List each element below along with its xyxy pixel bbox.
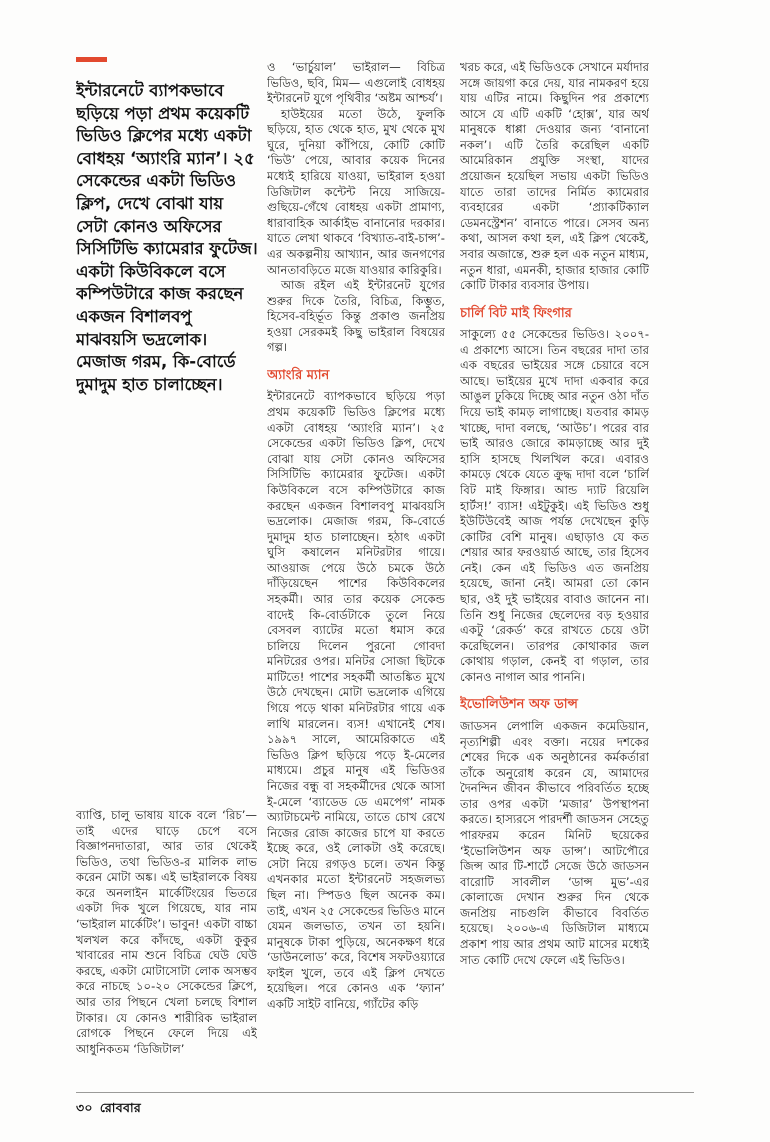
paragraph: আজ রইল এই ইন্টারনেট যুগের শুরুর দিকে তৈরি, বিচিত্র, কিম্ভুত, হিসেব-বহির্ভূত কিন্তু প্রকাণ্ড জনপ্রিয় হওয়া সেরকমই কিছু ভাইরাল বিষয়ের গল্প।: [267, 278, 445, 355]
pull-quote: ইন্টারনেটে ব্যাপকভাবে ছড়িয়ে পড়া প্রথম কয়েকটি ভিডিও ক্লিপের মধ্যে একটা বোধহয় ‘অ্যাংরি ম্যান’। ২৫ সেকেন্ডের একটা ভিডিও ক্লিপ, দেখে বোঝা যায় সেটা কোনও অফিসের সিসিটিভি ক্যামেরার ফুটেজ। একটা কিউবিকলে বসে কম্পিউটারে কাজ করছেন একজন বিশালবপু মাঝবয়সি ভদ্রলোক। মেজাজ গরম, কি-বোর্ডে দুমাদুম হাত চালাচ্ছেন।: [76, 81, 258, 394]
publication-name: রোববার: [99, 1100, 142, 1115]
section-marker-bar: [76, 57, 107, 62]
paragraph: সাকুল্যে ৫৫ সেকেন্ডের ভিডিও। ২০০৭-এ প্রকাশ্যে আসে। তিন বছরের দাদা তার এক বছরের ভাইয়ের সঙ্গে চেয়ারে বসে আছে। ভাইয়ের মুখে দাদা একবার করে আঙুল ঢুকিয়ে দিচ্ছে আর নতুন ওঠা দাঁত দিয়ে ভাই কামড় লাগাচ্ছে। যতবার কামড় খাচ্ছে, দাদা বলছে, ‘আউচ’। পরের বার ভাই আরও জোরে কামড়াচ্ছে আর দুই হাসি হাসছে খিলখিল করে। এবারও কামড়ে থেকে যেতে ক্রুদ্ধ দাদা বলে ‘চার্লি বিট মাই ফিঙ্গার। আন্ড দ্যাট রিয়েলি হার্টস!’ ব্যাস! এইটুকুই। এই ভিডিও শুধু ইউটিউবেই আজ পর্যন্ত দেখেছেন কুড়ি কোটির বেশি মানুষ। এছাড়াও যে কত শেয়ার আর ফরওয়ার্ড আছে, তার হিসেব নেই। কেন এই ভিডিও এত জনপ্রিয় হয়েছে, জানা নেই। আমরা তো কোন ছার, ওই দুই ভাইয়ের বাবাও জানেন না। তিনি শুধু নিজের ছেলেদের বড় হওয়ার একটু ‘রেকর্ড’ করে রাখতে চেয়ে ওটা করেছিলেন। তারপর কোথাকার জল কোথায় গড়াল, কেনই বা গড়াল, তার কোনও নাগাল আর পাননি।: [460, 327, 649, 684]
left-column-body: [76, 808, 257, 1080]
middle-column: [267, 60, 445, 1080]
page-footer: [76, 1100, 141, 1120]
right-column: [460, 60, 649, 1080]
page-number: ৩০: [76, 1100, 93, 1115]
section-heading-angry-man: অ্যাংরি ম্যান: [267, 367, 330, 383]
paragraph: ইন্টারনেটে ব্যাপকভাবে ছড়িয়ে পড়া প্রথম কয়েকটি ভিডিও ক্লিপের মধ্যে একটা বোধহয় ‘অ্যাংরি ম্যান’। ২৫ সেকেন্ডের একটা ভিডিও ক্লিপ, দেখে বোঝা যায় সেটা কোনও অফিসের সিসিটিভি ক্যামেরার ফুটেজ। একটা কিউবিকলে বসে কম্পিউটারে কাজ করছেন একজন বিশালবপু মাঝবয়সি ভদ্রলোক। মেজাজ গরম, কি-বোর্ডে দুমাদুম হাত চালাচ্ছেন। হঠাৎ একটা ঘুসি কষালেন মনিটরটার গায়ে। আওয়াজ পেয়ে উঠে চমকে উঠে দাঁড়িয়েছেন পাশের কিউবিকলের সহকর্মী। আর তার কয়েক সেকেন্ড বাদেই কি-বোর্ডটাকে তুলে নিয়ে বেসবল ব্যাটের মতো ধমাস করে চালিয়ে দিলেন পুরনো গোবদা মনিটরের ওপর। মনিটর সোজা ছিটকে মাটিতে! পাশের সহকর্মী আতঙ্কিত মুখে উঠে দেখছেন। মোটা ভদ্রলোক এগিয়ে গিয়ে পড়ে থাকা মনিটরটার গায়ে এক লাথি মারলেন। ব্যস! এখানেই শেষ। ১৯৯৭ সালে, আমেরিকাতে এই ভিডিও ক্লিপ ছড়িয়ে পড়ে ই-মেলের মাধ্যমে। প্রচুর মানুষ এই ভিডিওর নিজের বন্ধু বা সহকর্মীদের থেকে আসা ই-মেলে ‘ব্যাডেড ডে এমপেগ’ নামক অ্যাটাচমেন্ট নামিয়ে, তাতে চোখ রেখে নিজের রোজ কাজের চাপে যা করতে ইচ্ছে করে, ওই লোকটা ওই করেছে। সেটা নিয়ে রগড়ও চলে। তখন কিন্তু এখনকার মতো ইন্টারনেট সহজলভ্য ছিল না। স্পিডও ছিল অনেক কম। তাই, এখন ২৫ সেকেন্ডের ভিডিও মানে যেমন জলভাত, তখন তা হয়নি। মানুষকে টাকা পুড়িয়ে, অনেকক্ষণ ধরে ‘ডাউনলোড’ করে, বিশেষ সফটওয়্যারে ফাইল খুলে, তবে এই ক্লিপ দেখতে হয়েছিল। পরে কোনও এক ‘ফ্যান’ একটি সাইট বানিয়ে, গ্যাঁটের কড়ি: [267, 389, 445, 1012]
paragraph: খরচ করে, এই ভিডিওকে সেখানে মর্যাদার সঙ্গে জায়গা করে দেয়, যার নামকরণ হয়ে যায় এটির নামে। কিছুদিন পর প্রকাশ্যে আসে যে এটি একটি ‘হোক্স’, যার অর্থ মানুষকে ধাপ্পা দেওয়ার জন্য ‘বানানো নকল’। এটি তৈরি করেছিল একটি আমেরিকান প্রযুক্তি সংস্থা, যাদের প্রয়োজন হয়েছিল সভায় একটা ভিডিও যাতে তারা তাদের নির্মিত ক্যামেরার ব্যবহারের একটা ‘প্র্যাকটিক্যাল ডেমনস্ট্রেশন’ বানাতে পারে। সেসব অন্য কথা, আসল কথা হল, এই ক্লিপ থেকেই, সবার অজান্তে, শুরু হল এক নতুন মাধ্যম, নতুন ধারা, এমনকী, হাজার হাজার কোটি কোটি টাকার ব্যবসার উপায়।: [460, 60, 649, 293]
section-heading-evolution-of-dance: ইভোলিউশন অফ ডান্স: [460, 697, 578, 713]
paragraph: হাউইয়ের মতো উঠে, ফুলকি ছড়িয়ে, হাত থেকে হাত, মুখ থেকে মুখ ঘুরে, দুনিয়া কাঁপিয়ে, কোটি কোটি ‘ভিউ’ পেয়ে, আবার কয়েক দিনের মধ্যেই হারিয়ে যাওয়া, ভাইরাল হওয়া ডিজিটাল কন্টেন্ট নিয়ে সাজিয়ে-গুছিয়ে-গেঁথে বোধহয় একটা প্রামাণ্য, ধারাবাহিক আর্কাইভ বানানোর দরকার। যাতে লেখা থাকবে ‘বিখ্যাত-বাই-চান্স’-এর অকল্পনীয় আখ্যান, আর জনগণের আনতাবড়িতে মজে যাওয়ার কারিকুরি।: [267, 106, 445, 277]
footer-divider: [76, 1092, 694, 1093]
paragraph: জাডসন লেপালি একজন কমেডিয়ান, নৃত্যশিল্পী এবং বক্তা। নয়ের দশকের শেষের দিকে এক অনুষ্ঠানের কর্মকর্তারা তাঁকে অনুরোধ করেন যে, আমাদের দৈনন্দিন জীবন কীভাবে পরিবর্তিত হচ্ছে তার ওপর একটা ‘মজার’ উপস্থাপনা করতে। হাস্যরসে পারদর্শী জাডসন সেহেতু পারফরম করেন মিনিট ছয়েকের ‘ইভোলিউশন অফ ডান্স’। আটপৌরে জিন্স আর টি-শার্টে সেজে উঠে জাডসন বারোটি সাবলীল ‘ডান্স মুভ’-এর কোলাজে দেখান শুরুর দিন থেকে জনপ্রিয় নাচগুলি কীভাবে বিবর্তিত হয়েছে। ২০০৬-এ ডিজিটাল মাধ্যমে প্রকাশ পায় আর প্রথম আট মাসের মধ্যেই সাত কোটি দেখে ফেলে এই ভিডিও।: [460, 718, 649, 967]
paragraph: ব্যাপ্তি, চালু ভাষায় যাকে বলে ‘রিচ’— তাই এদের ঘাড়ে চেপে বসে বিজ্ঞাপনদাতারা, আর তার থেকেই ভিডিও, তথা ভিডিও-র মালিক লাভ করেন মোটা অঙ্ক। এই ভাইরালকে বিষয় করে অনলাইন মার্কেটিংয়ের ভিতরে একটা দিক খুলে গিয়েছে, যার নাম ‘ভাইরাল মার্কেটিং’। ভাবুন! একটা বাচ্চা খলখল করে কাঁদছে, একটা কুকুর খাবারের নাম শুনে বিচিত্র ঘেউ ঘেউ করছে, একটা মোটাসোটা লোক অসম্ভব করে নাচছে ১০-২০ সেকেন্ডের ক্লিপে, আর তার পিছনে খেলা চলছে বিশাল টাকার। যে কোনও শারীরিক ভাইরাল রোগকে পিছনে ফেলে দিয়ে এই আধুনিকতম ‘ডিজিটাল’: [76, 808, 257, 1056]
section-heading-charlie-bit-my-finger: চার্লি বিট মাই ফিংগার: [460, 305, 572, 321]
paragraph: ও ‘ভার্চুয়াল’ ভাইরাল— বিচিত্র ভিডিও, ছবি, মিম— এগুলোই বোধহয় ইন্টারনেট যুগে পৃথিবীর ‘অষ্টম আশ্চর্য’।: [267, 60, 445, 106]
